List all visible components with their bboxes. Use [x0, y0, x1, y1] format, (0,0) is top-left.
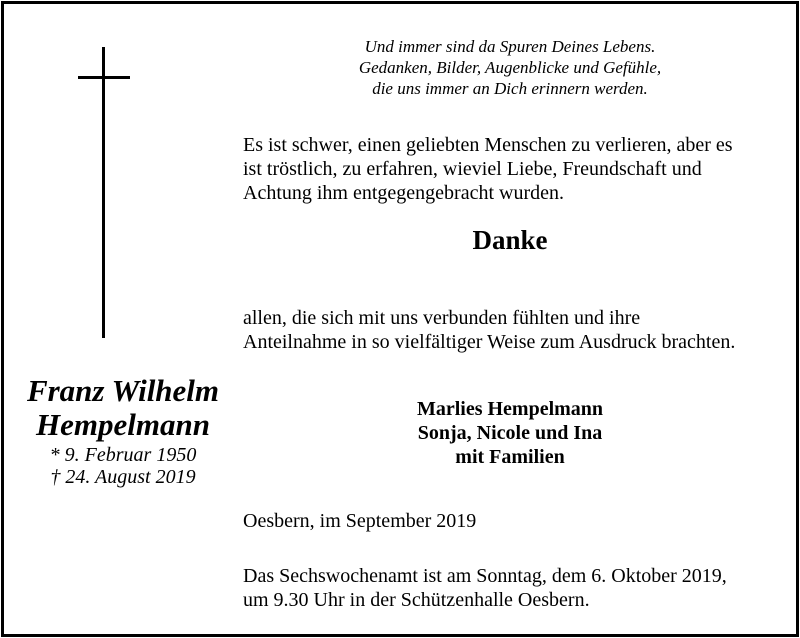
poem-line: Gedanken, Bilder, Augenblicke und Gefühle,	[358, 58, 662, 77]
gratitude-paragraph	[243, 133, 783, 205]
paragraph-line: um 9.30 Uhr in der Schützenhalle Oesbern.	[243, 589, 590, 611]
place-date: Oesbern, im September 2019	[243, 510, 477, 532]
poem-quote	[300, 36, 720, 99]
paragraph-line: ist tröstlich, zu erfahren, wieviel Liebe, Freundschaft und	[243, 158, 702, 180]
thanks-paragraph	[243, 306, 783, 354]
birth-date: * 9. Februar 1950	[49, 444, 197, 466]
poem-line: die uns immer an Dich erinnern werden.	[372, 79, 648, 98]
death-date: † 24. August 2019	[50, 466, 196, 488]
paragraph-line: allen, die sich mit uns verbunden fühlten und ihre	[243, 307, 641, 329]
paragraph-line: Achtung ihm entgegengebracht wurden.	[243, 182, 565, 204]
paragraph-line: Das Sechswochenamt ist am Sonntag, dem 6. Oktober 2019,	[243, 565, 727, 587]
family-line: Marlies Hempelmann	[416, 398, 604, 420]
paragraph-line: Anteilnahme in so vielfältiger Weise zum Ausdruck brachten.	[243, 331, 736, 353]
cross-vertical-bar	[102, 47, 105, 338]
deceased-name	[10, 374, 236, 442]
family-line: mit Familien	[455, 446, 565, 468]
family-line: Sonja, Nicole und Ina	[417, 422, 603, 444]
deceased-name-line: Franz Wilhelm	[26, 373, 220, 408]
paragraph-line: Es ist schwer, einen geliebten Menschen zu verlieren, aber es	[243, 134, 733, 156]
life-dates	[10, 444, 236, 488]
cross-horizontal-bar	[78, 76, 130, 79]
family-signature	[360, 397, 660, 469]
mass-announcement	[243, 564, 783, 612]
thanks-heading: Danke	[472, 225, 548, 255]
poem-line: Und immer sind da Spuren Deines Lebens.	[364, 37, 656, 56]
deceased-name-line: Hempelmann	[36, 407, 210, 442]
